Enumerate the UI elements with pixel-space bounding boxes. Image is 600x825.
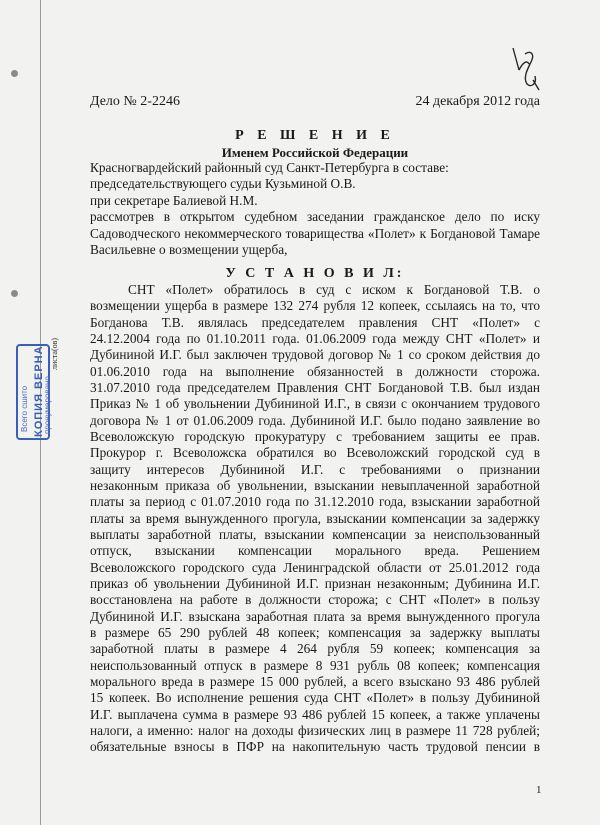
body-line: Всеволожского городского суда Ленинградской области от 25.01.2012 года [90,559,540,575]
body-line: 31.07.2010 года председателем Правления СНТ Богдановой Т.В. был издан [90,379,540,395]
body-line: Приказ № 1 об увольнении Дубининой И.Г., в связи с окончанием трудового [90,396,540,412]
body-line: возмещении ущерба в размере 132 274 рубля 12 копеек, ссылаясь на то, что [90,298,540,314]
body-line: СНТ «Полет» обратилось в суд с иском к Богдановой Т.В. о [128,282,540,297]
body-line: морального вреда в размере 15 000 рублей, а всего взыскано 93 486 рублей [90,673,540,689]
document-subtitle: Именем Российской Федерации [221,145,409,160]
stamp-text-sewn: Всего сшито [20,385,29,432]
section-heading: У С Т А Н О В И Л: [225,266,405,281]
body-line: обязательные взносы в ПФР на накопительную часть трудовой пенсии в [90,739,540,755]
intro-line: Садоводческого некоммерческого товарищества «Полет» к Богдановой Тамаре [90,225,540,241]
body-line: защиту интересов Дубининой И.Г. с требованиями о признании [90,461,540,477]
punch-hole [11,290,18,297]
stamp-text-numbered: пронумеровано [43,376,52,434]
body-line: незаконным приказа об увольнении, взыскании невыплаченной заработной [90,477,540,493]
intro-line: председательствующего судьи Кузьминой О.В. [90,176,356,192]
body-line: 01.06.2010 года на выполнение обязанностей в должности сторожа. [90,363,540,379]
intro-line: Васильевне о возмещении ущерба, [90,242,288,258]
document-title: Р Е Ш Е Н И Е [235,128,395,143]
stamp-text-certified: КОПИЯ ВЕРНА [33,345,45,437]
body-line: договора № 1 от 01.06.2009 года. Дубининой И.Г. было подано заявление во [90,412,540,428]
body-line: Богданова Т.В. являлась председателем правления СНТ «Полет» с [90,314,540,330]
body-line: неиспользованный отпуск в размере 8 931 рубль 08 копеек; компенсация [90,657,540,673]
body-line: Дубининой И.Г. взыскана заработная плата за время вынужденного прогула [90,608,540,624]
body-line: 24.12.2004 года по 01.10.2011 года. 01.06.2009 года между СНТ «Полет» и [90,330,540,346]
body-line: в размере 65 290 рублей 48 копеек; компенсация за задержку выплаты [90,624,540,640]
page-number: 1 [536,784,542,796]
body-line: заработной платы в размере 4 264 рубля 59 копеек; компенсация за [90,641,540,657]
body-line: восстановлена на работе в должности сторожа; с СНТ «Полет» в пользу [90,592,540,608]
case-number: Дело № 2-2246 [90,94,180,109]
body-line: Дубининой И.Г. был заключен трудовой договор № 1 со сроком действия до [90,347,540,363]
body-line: налоги, а именно: налог на доходы физических лиц в размере 11 728 рублей; [90,722,540,738]
body-line: И.Г. выплачена сумма в размере 93 486 рублей 15 копеек, а также уплачены [90,706,540,722]
body-line: Прокурор г. Всеволожска обратился во Всеволожский городской суд в [90,445,540,461]
intro-line: при секретаре Балиевой Н.М. [90,192,258,208]
body-line: приказ об увольнении Дубининой И.Г. признан незаконным; Дубинина И.Г. [90,575,540,591]
body-line: отпуск, взыскании компенсации морального вреда. Решением [90,543,540,559]
decision-date: 24 декабря 2012 года [415,94,540,109]
body-line: выплаты заработной платы, взыскании компенсации за неиспользованный [90,526,540,542]
court-intro [90,160,540,258]
intro-line: Красногвардейский районный суд Санкт-Петербурга в составе: [90,160,449,175]
body-line: платы за время вынужденного прогула, взыскании компенсации за задержку [90,510,540,526]
signature-mark [505,40,545,95]
body-line: 15 копеек. Во исполнение решения суда СНТ «Полет» в пользу Дубининой [90,690,540,706]
body-line: платы за период с 01.07.2010 года по 31.12.2010 года, взыскании заработной [90,494,540,510]
intro-line: рассмотрев в открытом судебном заседании гражданское дело по иску [90,209,540,225]
decision-body [90,282,540,756]
stamp-text-sheets: листа(ов) [50,337,59,370]
body-line: Всеволожскую городскую прокуратуру с требованием защиты ее прав. [90,428,540,444]
punch-hole [11,70,18,77]
